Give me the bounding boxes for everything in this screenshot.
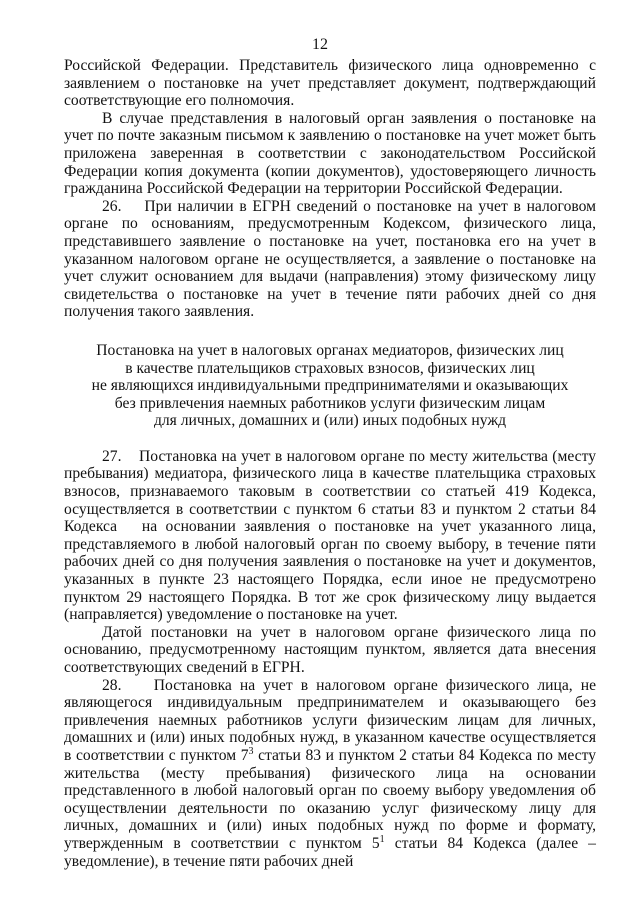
page-number: 12	[312, 36, 328, 53]
paragraph-item-28	[64, 677, 596, 871]
document-body	[64, 57, 596, 870]
section-heading-line: не являющихся индивидуальными предпринимателями и оказывающих	[91, 377, 569, 395]
section-heading-line: без привлечения наемных работников услуги физическим лицам	[114, 394, 546, 412]
paragraph-item-27: 27. Постановка на учет в налоговом органе по месту жительства (месту пребывания) медиатора, физического лица в качестве плательщика страховых взносов, признаваемого таковым в соответствии со статьей 419 Кодекса, осуществляется в соответствии с пунктом 6 статьи 83 и пунктом 2 статьи 84 Кодекса на основании заявления о постановке на учет указанного лица, представляемого в любой налоговый орган по своему выбору, в течение пяти рабочих дней со дня получения заявления о постановке на учет и документов, указанных в пункте 23 настоящего Порядка, если иное не предусмотрено пунктом 29 настоящего Порядка. В тот же срок физическому лицу выдается (направляется) уведомление о постановке на учет.	[64, 447, 596, 624]
section-heading-line: Постановка на учет в налоговых органах медиаторов, физических лиц	[96, 341, 564, 359]
section-heading	[84, 342, 576, 430]
paragraph-item-28-text: статьи 84 Кодекса (далее – уведомление), в течение пяти рабочих дней	[64, 834, 596, 870]
superscript-article-number: 3	[248, 745, 254, 757]
paragraph-registration-date: Датой постановки на учет в налоговом органе физического лица по основанию, предусмотренному настоящим пунктом, является дата внесения соответствующих сведений в ЕГРН.	[64, 623, 596, 676]
superscript-article-number: 1	[379, 833, 385, 845]
scan-artifact	[150, 893, 490, 903]
section-heading-line: для личных, домашних и (или) иных подобных нужд	[153, 412, 507, 430]
paragraph-postal-submission: В случае представления в налоговый орган заявления о постановке на учет по почте заказным письмом к заявлению о постановке на учет может быть приложена заверенная в соответствии с законодательством Российской Федерации копия документа (копии документов), удостоверяющего личность гражданина Российской Федерации на территории Российской Федерации.	[64, 109, 596, 198]
paragraph-item-26: 26. При наличии в ЕГРН сведений о постановке на учет в налоговом органе по основаниям, предусмотренным Кодексом, физического лица, представившего заявление о постановке на учет, постановка его на учет в указанном налоговом органе не осуществляется, а заявление о постановке на учет служит основанием для выдачи (направления) этому физическому лицу свидетельства о постановке на учет в течение пяти рабочих дней со дня получения такого заявления.	[64, 197, 596, 321]
section-heading-line: в качестве плательщиков страховых взносов, физических лиц	[125, 359, 535, 377]
paragraph-item-28-text: статьи 83 и пунктом 2 статьи 84 Кодекса по месту жительства (месту пребывания) физического лица на основании представленного в любой налоговый орган по своему выбору уведомления об осуществлении деятельности по оказанию услуг физическому лицу для личных, домашних и (или) иных подобных нужд по форме и формату, утвержденным в соответствии с пунктом 5	[64, 746, 596, 852]
paragraph-item-28-text: 28. Постановка на учет в налоговом органе физического лица, не являющегося индивидуальным предпринимателем и оказывающего без привлечения наемных работников услуги физическим лицам для личных, домашних и (или) иных подобных нужд, в указанном качестве осуществляется в соответствии с пунктом 7	[64, 676, 596, 764]
paragraph-representative-documents: Российской Федерации. Представитель физического лица одновременно с заявлением о постановке на учет представляет документ, подтверждающий соответствующие его полномочия.	[64, 57, 596, 110]
